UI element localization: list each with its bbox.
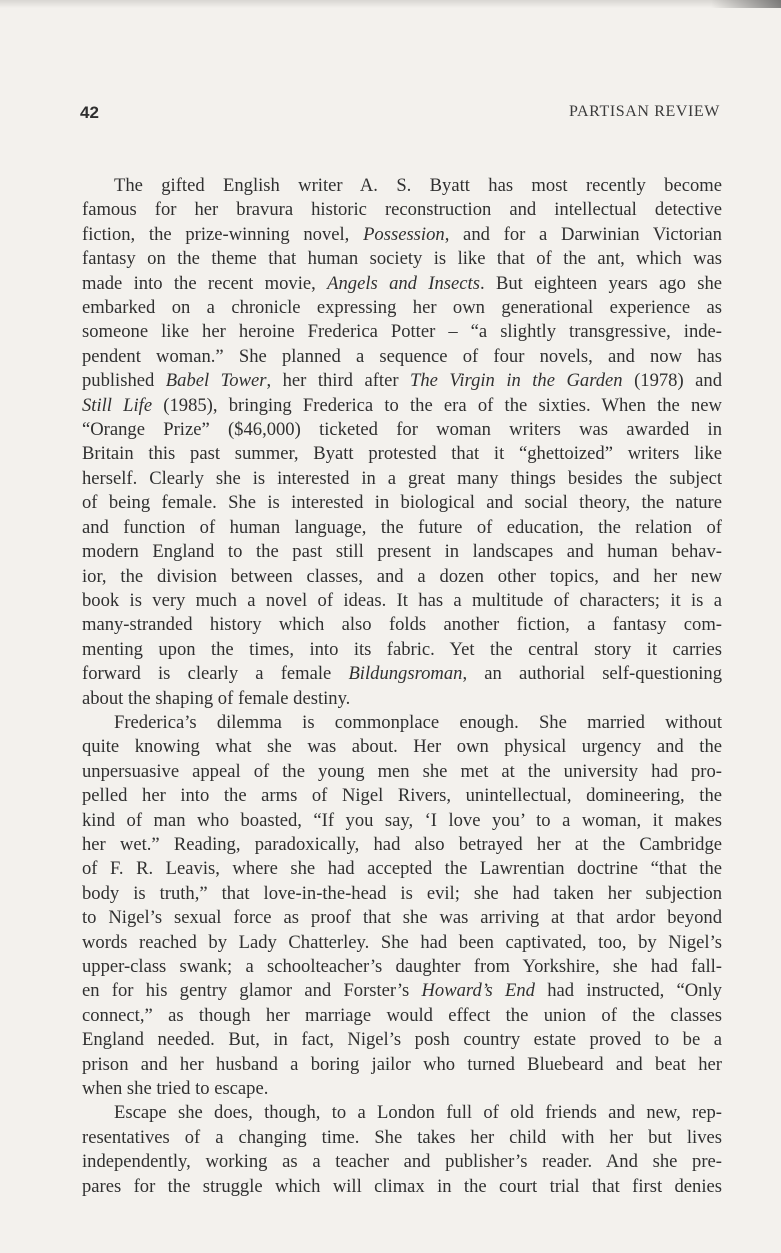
running-head [80, 103, 720, 127]
text-line: of F. R. Leavis, where she had accepted the Lawrentian doctrine “that the [82, 858, 722, 880]
article-body [82, 174, 722, 1199]
text-line: ior, the division between classes, and a dozen other topics, and her new [82, 565, 722, 587]
paragraph-1 [82, 174, 722, 711]
text-line: quite knowing what she was about. Her own physical urgency and the [82, 736, 722, 758]
text-line: body is truth,” that love-in-the-head is evil; she had taken her subjection [82, 882, 722, 904]
text-line: resentatives of a changing time. She takes her child with her but lives [82, 1126, 722, 1148]
text-line: Britain this past summer, Byatt protested that it “ghettoized” writers like [82, 443, 722, 465]
text-line: connect,” as though her marriage would effect the union of the classes [82, 1004, 722, 1026]
text-line: embarked on a chronicle expressing her own generational experience as [82, 297, 722, 319]
text-line: book is very much a novel of ideas. It has a multitude of characters; it is a [82, 589, 722, 611]
text-line: many-stranded history which also folds another fiction, a fantasy com- [82, 614, 722, 636]
text-line: pares for the struggle which will climax in the court trial that first denies [82, 1175, 722, 1197]
page-number: 42 [80, 103, 99, 122]
text-line: about the shaping of female destiny. [82, 687, 351, 709]
text-line: pendent woman.” She planned a sequence of four novels, and now has [82, 345, 722, 367]
text-line: England needed. But, in fact, Nigel’s posh country estate proved to be a [82, 1029, 722, 1051]
text-line: made into the recent movie, Angels and Insects. But eighteen years ago she [82, 272, 722, 294]
text-line: en for his gentry glamor and Forster’s Howard’s End had instructed, “Only [82, 980, 722, 1002]
paragraph-3 [82, 1101, 722, 1199]
text-line: to Nigel’s sexual force as proof that she was arriving at that ardor beyond [82, 907, 722, 929]
text-line: independently, working as a teacher and publisher’s reader. And she pre- [82, 1151, 722, 1173]
text-line: prison and her husband a boring jailor who turned Bluebeard and beat her [82, 1053, 722, 1075]
text-line: menting upon the times, into its fabric. Yet the central story it carries [82, 638, 722, 660]
text-line: of being female. She is interested in biological and social theory, the nature [82, 492, 722, 514]
text-line: kind of man who boasted, “If you say, ‘I love you’ to a woman, it makes [82, 809, 722, 831]
text-line: “Orange Prize” ($46,000) ticketed for woman writers was awarded in [82, 419, 722, 441]
text-line: famous for her bravura historic reconstruction and intellectual detective [82, 199, 722, 221]
journal-title: PARTISAN REVIEW [568, 103, 720, 120]
text-line: someone like her heroine Frederica Potter – “a slightly transgressive, inde- [82, 321, 722, 343]
text-line: herself. Clearly she is interested in a great many things besides the subject [82, 467, 722, 489]
text-line: her wet.” Reading, paradoxically, had also betrayed her at the Cambridge [82, 833, 722, 855]
text-line: upper-class swank; a schoolteacher’s daughter from Yorkshire, she had fall- [82, 956, 722, 977]
text-line: Frederica’s dilemma is commonplace enough. She married without [114, 711, 722, 733]
text-line: words reached by Lady Chatterley. She had been captivated, too, by Nigel’s [82, 931, 722, 953]
paragraph-2 [82, 711, 722, 1102]
page-corner-shadow [711, 0, 781, 8]
text-line: when she tried to escape. [82, 1078, 269, 1100]
text-line: published Babel Tower, her third after The Virgin in the Garden (1978) and [82, 370, 722, 392]
text-line: unpersuasive appeal of the young men she met at the university had pro- [82, 760, 722, 782]
text-line: Still Life (1985), bringing Frederica to the era of the sixties. When the new [82, 394, 722, 416]
text-line: modern England to the past still present in landscapes and human behav- [82, 541, 722, 563]
page-top-shadow [0, 0, 781, 8]
text-line: pelled her into the arms of Nigel Rivers, unintellectual, domineering, the [82, 785, 722, 807]
text-line: fiction, the prize-winning novel, Possession, and for a Darwinian Victorian [82, 223, 722, 245]
text-line: forward is clearly a female Bildungsroman, an authorial self-questioning [82, 663, 722, 685]
text-line: fantasy on the theme that human society is like that of the ant, which was [82, 248, 722, 270]
text-line: and function of human language, the future of education, the relation of [82, 516, 722, 538]
text-line: The gifted English writer A. S. Byatt has most recently become [114, 175, 722, 196]
text-line: Escape she does, though, to a London full of old friends and new, rep- [114, 1102, 722, 1124]
